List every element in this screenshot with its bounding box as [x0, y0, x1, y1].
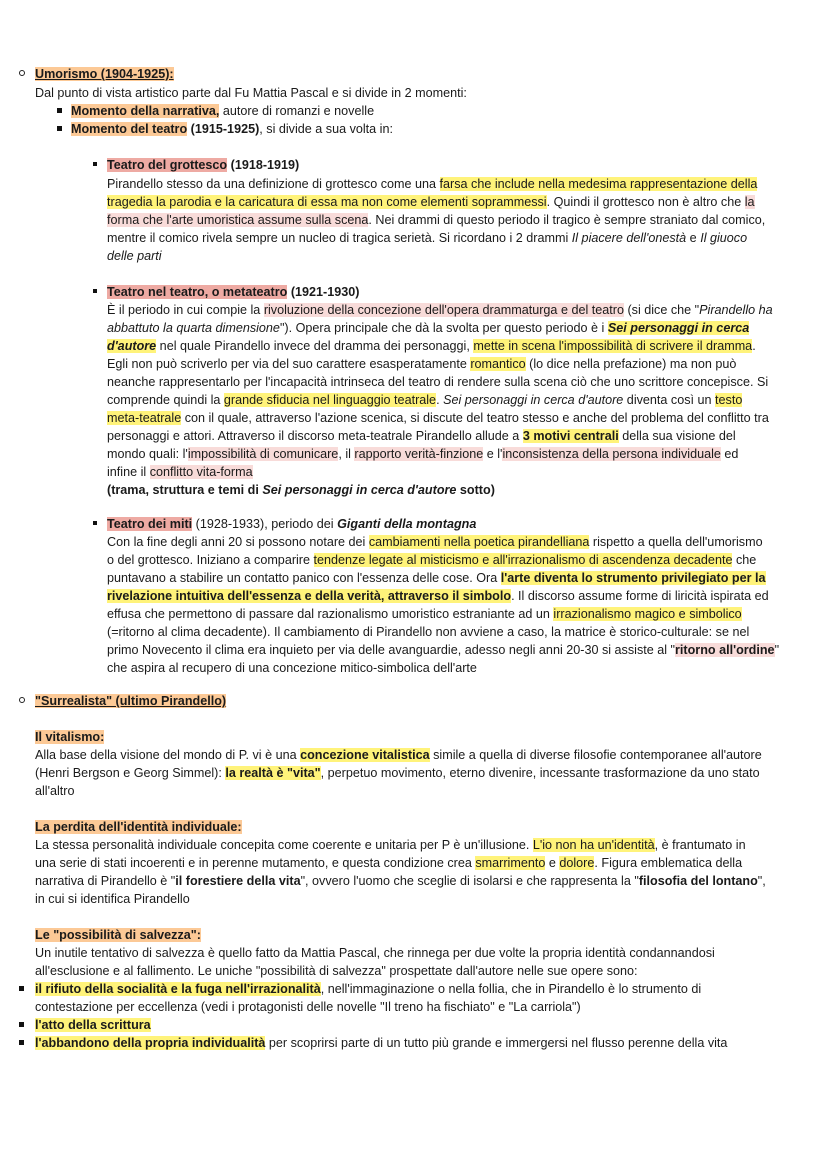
- metateatro-title: Teatro nel teatro, o metateatro (1921-1930): [107, 285, 360, 299]
- grottesco-line: Pirandello stesso da una definizione di grottesco come una farsa che include nella medesima rappresentazione della: [107, 177, 758, 191]
- vitalismo-title: Il vitalismo:: [35, 730, 105, 744]
- miti-line: rivelazione intuitiva dell'essenza e della verità, attraverso il simbolo. Il discorso assume forme di liricità ispirata ed: [107, 589, 769, 603]
- dot-bullet: [93, 521, 97, 525]
- identita-line: narrativa di Pirandello è "il forestiere della vita", ovvero l'uomo che sceglie di isolarsi e che rappresenta la "filosofia del lontano",: [35, 874, 766, 888]
- grottesco-line: forma che l'arte umoristica assume sulla scena. Nei drammi di questo periodo il tragico è sempre straniato dal comico,: [107, 213, 766, 227]
- grottesco-line: mentre il comico rivela sempre un nucleo di tragica serietà. Si ricordano i 2 drammi Il piacere dell'onestà e Il giuoco: [107, 231, 748, 245]
- section-surrealista-title: "Surrealista" (ultimo Pirandello): [35, 694, 227, 708]
- metateatro-line: comprende quindi la grande sfiducia nel linguaggio teatrale. Sei personaggi in cerca d'autore diventa così un testo: [107, 393, 743, 407]
- dot-bullet: [93, 289, 97, 293]
- miti-line: effusa che permettono di passare dal razionalismo umoristico estraniante ad un irrazionalismo magico e simbolico: [107, 607, 742, 621]
- momento-teatro: Momento del teatro (1915-1925), si divide a sua volta in:: [71, 122, 393, 136]
- metateatro-line: personaggi e attori. Attraverso il discorso meta-teatrale Pirandello allude a 3 motivi centrali della sua visione del: [107, 429, 736, 443]
- square-bullet: [19, 1022, 24, 1027]
- vitalismo-line: (Henri Bergson e Georg Simmel): la realtà è "vita", perpetuo movimento, eterno divenire, incessante trasformazione da uno stato: [35, 766, 760, 780]
- grottesco-title: Teatro del grottesco (1918-1919): [107, 158, 300, 172]
- metateatro-line: neanche rappresentarlo per l'incapacità intrinseca del teatro di rendere sulla scena ciò che uno scrittore concepisce. Si: [107, 375, 769, 389]
- miti-line: Con la fine degli anni 20 si possono notare dei cambiamenti nella poetica pirandelliana rispetto a quella dell'umorismo: [107, 535, 763, 549]
- metateatro-line: infine il conflitto vita-forma: [107, 465, 253, 479]
- metateatro-line: È il periodo in cui compie la rivoluzione della concezione dell'opera drammaturga e del teatro (si dice che "Pirandello ha: [107, 303, 773, 317]
- salvezza-item: il rifiuto della socialità e la fuga nell'irrazionalità, nell'immaginazione o nella follia, che in Pirandello è lo strumento di: [35, 982, 702, 996]
- dot-bullet: [93, 162, 97, 166]
- metateatro-line: Egli non può scriverlo per via del suo carattere esasperatamente romantico (lo dice nella prefazione) ma non può: [107, 357, 737, 371]
- metateatro-note: (trama, struttura e temi di Sei personaggi in cerca d'autore sotto): [107, 483, 495, 497]
- miti-line: puntavano a stabilire un contatto panico con l'essenza delle cose. Ora l'arte diventa lo strumento privilegiato per la: [107, 571, 766, 585]
- circle-bullet: [19, 697, 25, 703]
- salvezza-item: l'atto della scrittura: [35, 1018, 151, 1032]
- identita-line: in cui si identifica Pirandello: [35, 892, 190, 906]
- circle-bullet: [19, 70, 25, 76]
- square-bullet: [57, 126, 62, 131]
- metateatro-line: meta-teatrale con il quale, attraverso l'azione scenica, si discute del teatro stesso e anche del problema del conflitto tra: [107, 411, 769, 425]
- salvezza-title: Le "possibilità di salvezza":: [35, 928, 201, 942]
- salvezza-line: all'esclusione e al fallimento. Le uniche "possibilità di salvezza" prospettate dall'autore nelle sue opere sono:: [35, 964, 638, 978]
- metateatro-line: d'autore nel quale Pirandello invece del dramma dei personaggi, mette in scena l'impossibilità di scrivere il dramma.: [107, 339, 756, 353]
- salvezza-line: Un inutile tentativo di salvezza è quello fatto da Mattia Pascal, che rinnega per due volte la propria identità condannandosi: [35, 946, 715, 960]
- miti-title: Teatro dei miti (1928-1933), periodo dei Giganti della montagna: [107, 517, 477, 531]
- square-bullet: [19, 1040, 24, 1045]
- vitalismo-line: all'altro: [35, 784, 75, 798]
- metateatro-line: mondo quali: l'impossibilità di comunicare, il rapporto verità-finzione e l'inconsistenza della persona individuale ed: [107, 447, 739, 461]
- grottesco-line: delle parti: [107, 249, 162, 263]
- identita-line: La stessa personalità individuale concepita come coerente e unitaria per P è un'illusione. L'io non ha un'identità, è frantumato in: [35, 838, 746, 852]
- momento-narrativa: Momento della narrativa, autore di romanzi e novelle: [71, 104, 375, 118]
- grottesco-line: tragedia la parodia e la caricatura di essa ma non come elementi soprammessi. Quindi il grottesco non è altro che la: [107, 195, 755, 209]
- miti-line: primo Novecento il clima era inquieto per via delle avanguardie, adesso negli anni 20-30 si assiste al "ritorno all'ordine": [107, 643, 780, 657]
- vitalismo-line: Alla base della visione del mondo di P. vi è una concezione vitalistica simile a quella di diverse filosofie contemporanee all'autore: [35, 748, 762, 762]
- section-umorismo-title: Umorismo (1904-1925):: [35, 67, 174, 81]
- salvezza-item: l'abbandono della propria individualità per scoprirsi parte di un tutto più grande e immergersi nel flusso perenne della vita: [35, 1036, 728, 1050]
- identita-title: La perdita dell'identità individuale:: [35, 820, 242, 834]
- umorismo-intro: Dal punto di vista artistico parte dal Fu Mattia Pascal e si divide in 2 momenti:: [35, 86, 467, 100]
- square-bullet: [57, 108, 62, 113]
- metateatro-line: abbattuto la quarta dimensione"). Opera principale che dà la svolta per questo periodo è i Sei personaggi in cerca: [107, 321, 750, 335]
- miti-line: che aspira al recupero di una concezione mitico-simbolica dell'arte: [107, 661, 477, 675]
- salvezza-item-cont: contestazione per eccellenza (vedi i protagonisti delle novelle "Il treno ha fischiato" e "La carriola"): [35, 1000, 581, 1014]
- miti-line: (=ritorno al clima decadente). Il cambiamento di Pirandello non avviene a caso, la matrice è storico-culturale: se nel: [107, 625, 750, 639]
- identita-line: una serie di stati incoerenti e in perenne mutamento, e questa condizione crea smarrimento e dolore. Figura emblematica della: [35, 856, 743, 870]
- miti-line: o del grottesco. Iniziano a comparire tendenze legate al misticismo e all'irrazionalismo di ascendenza decadente che: [107, 553, 757, 567]
- square-bullet: [19, 986, 24, 991]
